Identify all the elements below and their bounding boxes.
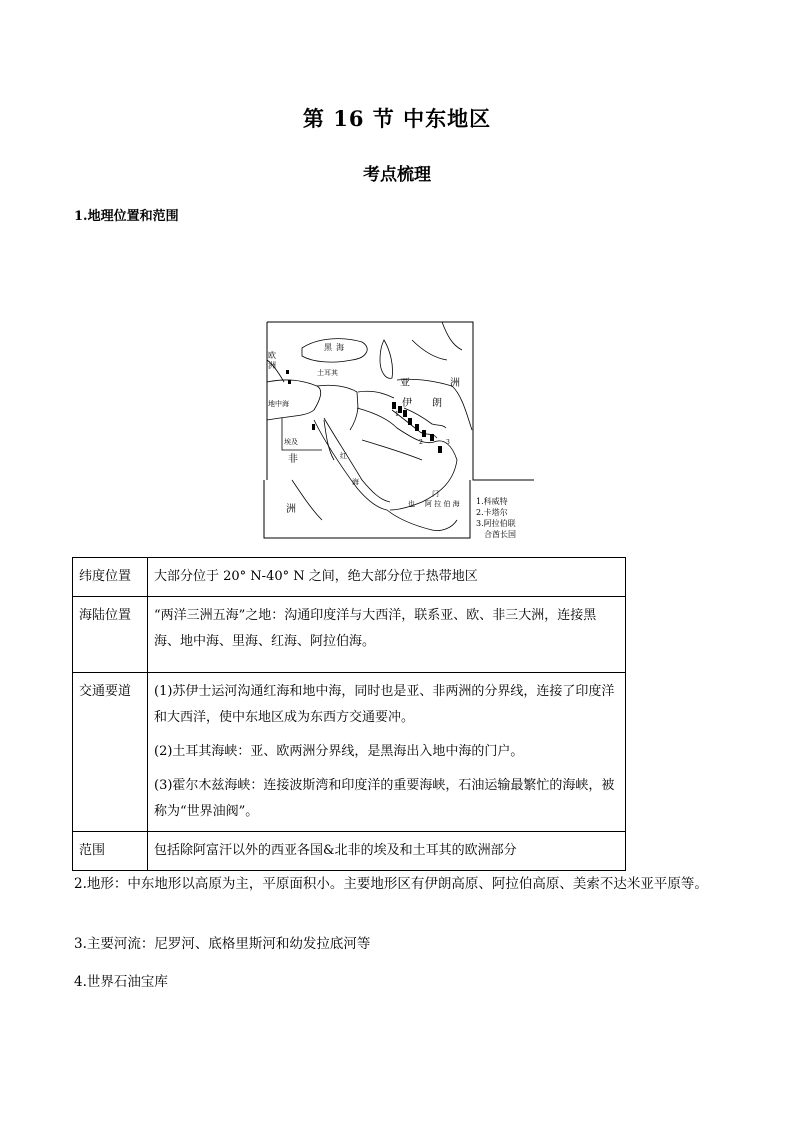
table-row (73, 832, 626, 871)
map-legend-3: 3.阿拉伯联 (476, 519, 516, 528)
row-header: 范围 (73, 832, 148, 871)
map-label-mediterranean: 地中海 (268, 400, 289, 408)
map-legend-1: 1.科威特 (476, 497, 508, 506)
map-legend-3b: 合酋长国 (484, 530, 516, 539)
row-content (148, 558, 626, 597)
section-4-oil: 4.世界石油宝库 (74, 974, 168, 990)
row-text: 大部分位于 20° N-40° N 之间，绝大部分位于热带地区 (154, 569, 478, 584)
table-row (73, 673, 626, 832)
table-row (73, 558, 626, 597)
section-3-rivers: 3.主要河流：尼罗河、底格里斯河和幼发拉底河等 (74, 936, 371, 952)
row-text: 包括除阿富汗以外的西亚各国&北非的埃及和土耳其的欧洲部分 (154, 843, 517, 858)
map-label-turkey: 土耳其 (317, 369, 338, 377)
row-text: (1)苏伊士运河沟通红海和地中海，同时也是亚、非两洲的分界线，连接了印度洋和大西洋，使中东地区成为东西方交通要冲。 (154, 684, 615, 725)
row-text: “两洋三洲五海”之地：沟通印度洋与大西洋，联系亚、欧、非三大洲，连接黑海、地中海、里海、红海、阿拉伯海。 (154, 608, 597, 649)
map-label-red-sea: 红 (340, 452, 347, 460)
map-label-iran: 伊 (402, 398, 412, 409)
map-label-arabian-sea: 阿 拉 伯 海 (425, 500, 460, 508)
row-text: (2)土耳其海峡：亚、欧两洲分界线，是黑海出入地中海的门户。 (154, 744, 524, 759)
row-content (148, 832, 626, 871)
section-2-terrain: 2.地形：中东地形以高原为主，平原面积小。主要地形区有伊朗高原、阿拉伯高原、美索不达米亚平原等。 (74, 876, 708, 892)
row-header: 海陆位置 (73, 597, 148, 673)
map-number-3: 3 (446, 439, 450, 446)
map-number-2: 2 (419, 439, 423, 446)
map-label-yemen: 也 (408, 500, 415, 508)
svg-text:洲: 洲 (268, 361, 276, 370)
row-content (148, 597, 626, 673)
svg-text:海: 海 (352, 478, 359, 486)
map-label-africa: 非 (288, 454, 298, 465)
map-label-asia: 亚 (400, 378, 410, 389)
row-header: 纬度位置 (73, 558, 148, 597)
location-table (72, 557, 626, 871)
row-text: (3)霍尔木兹海峡：连接波斯湾和印度洋的重要海峡，石油运输最繁忙的海峡，被称为“世界油阀”。 (154, 778, 615, 819)
middle-east-map (262, 320, 534, 542)
map-label-black-sea: 黑 (324, 343, 332, 352)
svg-text:洲: 洲 (450, 378, 460, 389)
map-legend-2: 2.卡塔尔 (476, 508, 508, 517)
row-content (148, 673, 626, 832)
table-row (73, 597, 626, 673)
svg-text:洲: 洲 (286, 504, 296, 515)
section-subtitle: 考点梳理 (363, 165, 431, 185)
section-1-heading: 1.地理位置和范围 (74, 209, 179, 224)
map-label-europe: 欧 (268, 351, 276, 360)
row-header: 交通要道 (73, 673, 148, 832)
svg-text:海: 海 (336, 343, 344, 352)
map-number-1: 1 (395, 411, 399, 418)
svg-text:门: 门 (432, 490, 439, 498)
svg-text:朗: 朗 (432, 398, 442, 409)
map-label-egypt: 埃及 (284, 438, 298, 446)
page-title: 第 16 节 中东地区 (302, 106, 492, 131)
